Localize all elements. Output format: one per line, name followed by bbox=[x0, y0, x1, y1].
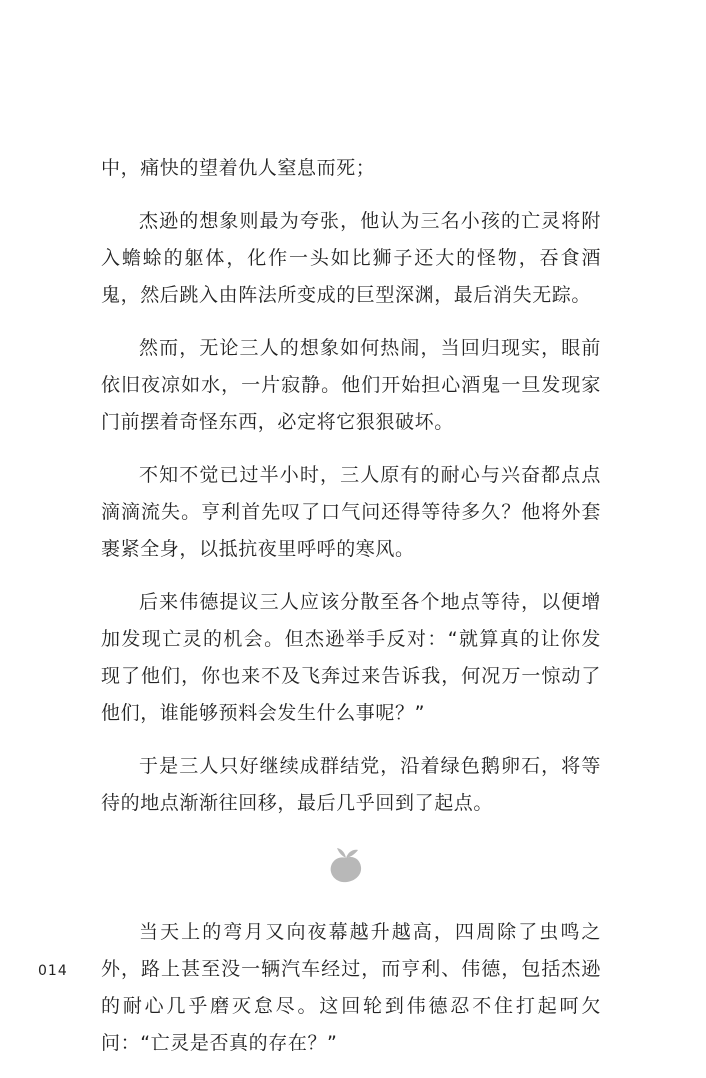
paragraph-5: 后来伟德提议三人应该分散至各个地点等待，以便增加发现亡灵的机会。但杰逊举手反对：“就算真的让你发现了他们，你也来不及飞奔过来告诉我，何况万一惊动了他们，谁能够预料会发生什么事呢？” bbox=[101, 591, 601, 724]
paragraph-7: 当天上的弯月又向夜幕越升越高，四周除了虫鸣之外，路上甚至没一辆汽车经过，而亨利、伟德，包括杰逊的耐心几乎磨灭怠尽。这回轮到伟德忍不住打起呵欠问：“亡灵是否真的存在？” bbox=[101, 921, 601, 1054]
paragraph-2: 杰逊的想象则最为夸张，他认为三名小孩的亡灵将附入蟾蜍的躯体，化作一头如比狮子还大的怪物，吞食酒鬼，然后跳入由阵法所变成的巨型深渊，最后消失无踪。 bbox=[101, 210, 601, 306]
paragraph-4: 不知不觉已过半小时，三人原有的耐心与兴奋都点点滴滴流失。亨利首先叹了口气问还得等待多久？他将外套裹紧全身，以抵抗夜里呼呼的寒风。 bbox=[101, 464, 601, 560]
paragraph-3: 然而，无论三人的想象如何热闹，当回归现实，眼前依旧夜凉如水，一片寂静。他们开始担心酒鬼一旦发现家门前摆着奇怪东西，必定将它狠狠破坏。 bbox=[101, 337, 601, 433]
paragraph-6: 于是三人只好继续成群结党，沿着绿色鹅卵石，将等待的地点渐渐往回移，最后几乎回到了起点。 bbox=[101, 755, 601, 814]
body-text bbox=[101, 150, 601, 1078]
sprout-fruit-icon bbox=[328, 844, 364, 884]
page-number: 014 bbox=[38, 963, 68, 979]
paragraph-1: 中，痛快的望着仇人窒息而死； bbox=[101, 157, 376, 179]
section-separator bbox=[101, 838, 601, 914]
